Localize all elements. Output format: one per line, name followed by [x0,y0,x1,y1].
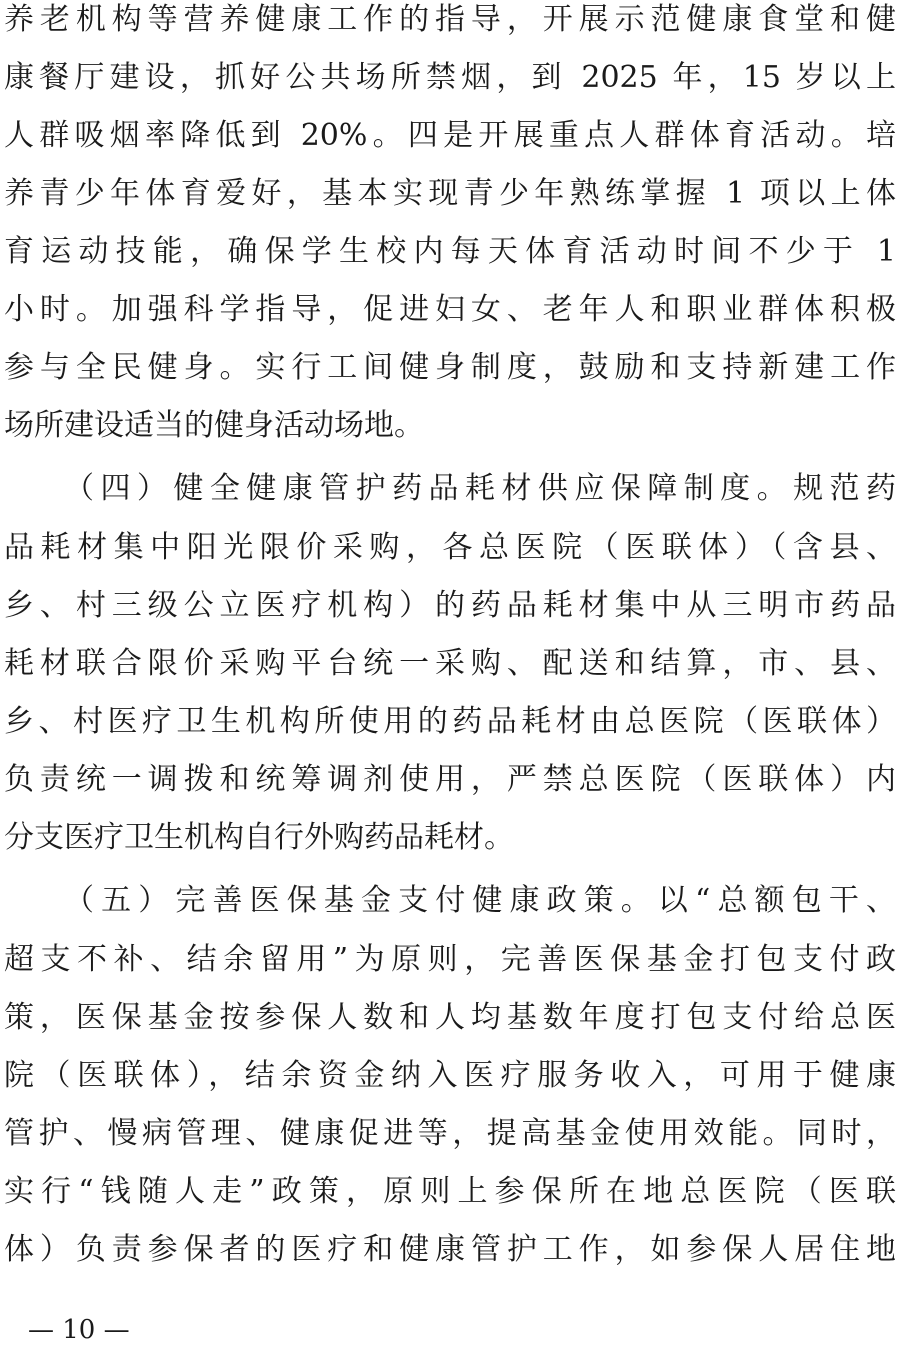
text-line: 乡、村医疗卫生机构所使用的药品耗材由总医院（医联体） [4,704,896,739]
section-heading-line: （五）完善医保基金支付健康政策。以“总额包干、 [64,883,896,918]
text-line: 耗材联合限价采购平台统一采购、配送和结算，市、县、 [4,646,896,681]
text-line: 养老机构等营养健康工作的指导，开展示范健康食堂和健 [4,2,896,37]
text-line: 实行“钱随人走”政策，原则上参保所在地总医院（医联 [4,1174,896,1209]
text-line: 超支不补、结余留用”为原则，完善医保基金打包支付政 [4,942,896,977]
text-line: 小时。加强科学指导，促进妇女、老年人和职业群体积极 [4,292,896,327]
text-line: 参与全民健身。实行工间健身制度，鼓励和支持新建工作 [4,350,896,385]
text-line: 场所建设适当的健身活动场地。 [4,408,424,443]
text-line: 育运动技能，确保学生校内每天体育活动时间不少于 1 [4,234,896,269]
text-line: 分支医疗卫生机构自行外购药品耗材。 [4,820,514,855]
text-line: 管护、慢病管理、健康促进等，提高基金使用效能。同时， [4,1116,896,1151]
text-line: 院（医联体），结余资金纳入医疗服务收入，可用于健康 [4,1058,896,1093]
text-line: 体）负责参保者的医疗和健康管护工作，如参保人居住地 [4,1232,896,1267]
text-line: 负责统一调拨和统筹调剂使用，严禁总医院（医联体）内 [4,762,896,797]
page-number: — 10 — [28,1315,130,1345]
text-line: 养青少年体育爱好，基本实现青少年熟练掌握 1 项以上体 [4,176,896,211]
text-line: 人群吸烟率降低到 20%。四是开展重点人群体育活动。培 [4,118,896,153]
text-line: 策，医保基金按参保人数和人均基数年度打包支付给总医 [4,1000,896,1035]
text-line: 乡、村三级公立医疗机构）的药品耗材集中从三明市药品 [4,588,896,623]
section-heading-line: （四）健全健康管护药品耗材供应保障制度。规范药 [64,471,896,506]
text-line: 康餐厅建设，抓好公共场所禁烟，到 2025 年，15 岁以上 [4,60,896,95]
text-line: 品耗材集中阳光限价采购，各总医院（医联体）（含县、 [4,530,896,565]
